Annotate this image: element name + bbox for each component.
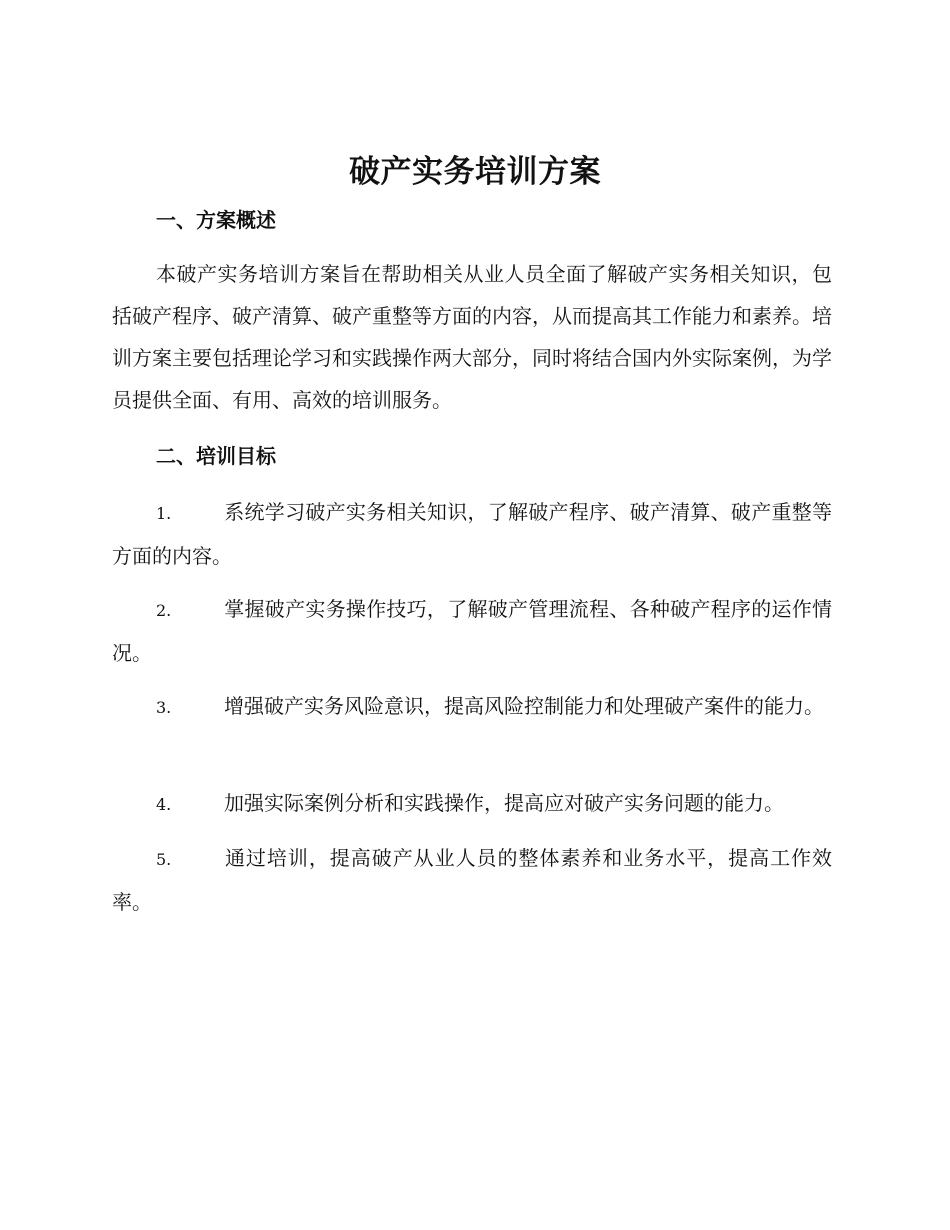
- section-heading-goals: 二、培训目标: [156, 444, 276, 468]
- goal-item-text: 通过培训，提高破产从业人员的整体素养和业务水平，提高工作效率。: [112, 846, 832, 914]
- goal-item-4: [112, 782, 832, 826]
- goal-item-number: 4.: [156, 795, 172, 814]
- section-heading-overview: 一、方案概述: [156, 208, 276, 232]
- goal-item-number: 5.: [156, 850, 172, 869]
- goal-item-3: [112, 685, 832, 729]
- goal-item-2: [112, 588, 832, 674]
- document-title: 破产实务培训方案: [349, 154, 601, 190]
- goal-item-5: [112, 837, 832, 923]
- goal-item-number: 3.: [156, 698, 172, 717]
- goal-item-text: 掌握破产实务操作技巧，了解破产管理流程、各种破产程序的运作情况。: [112, 597, 832, 665]
- goal-item-number: 2.: [156, 601, 172, 620]
- goal-item-text: 系统学习破产实务相关知识，了解破产程序、破产清算、破产重整等方面的内容。: [112, 500, 832, 568]
- goal-item-number: 1.: [156, 504, 172, 523]
- goal-item-text: 加强实际案例分析和实践操作，提高应对破产实务问题的能力。: [224, 791, 784, 815]
- goal-item-1: [112, 491, 832, 577]
- overview-paragraph: 本破产实务培训方案旨在帮助相关从业人员全面了解破产实务相关知识，包括破产程序、破产清算、破产重整等方面的内容，从而提高其工作能力和素养。培训方案主要包括理论学习和实践操作两大部分，同时将结合国内外实际案例，为学员提供全面、有用、高效的培训服务。: [112, 262, 832, 412]
- goal-item-text: 增强破产实务风险意识，提高风险控制能力和处理破产案件的能力。: [224, 694, 824, 718]
